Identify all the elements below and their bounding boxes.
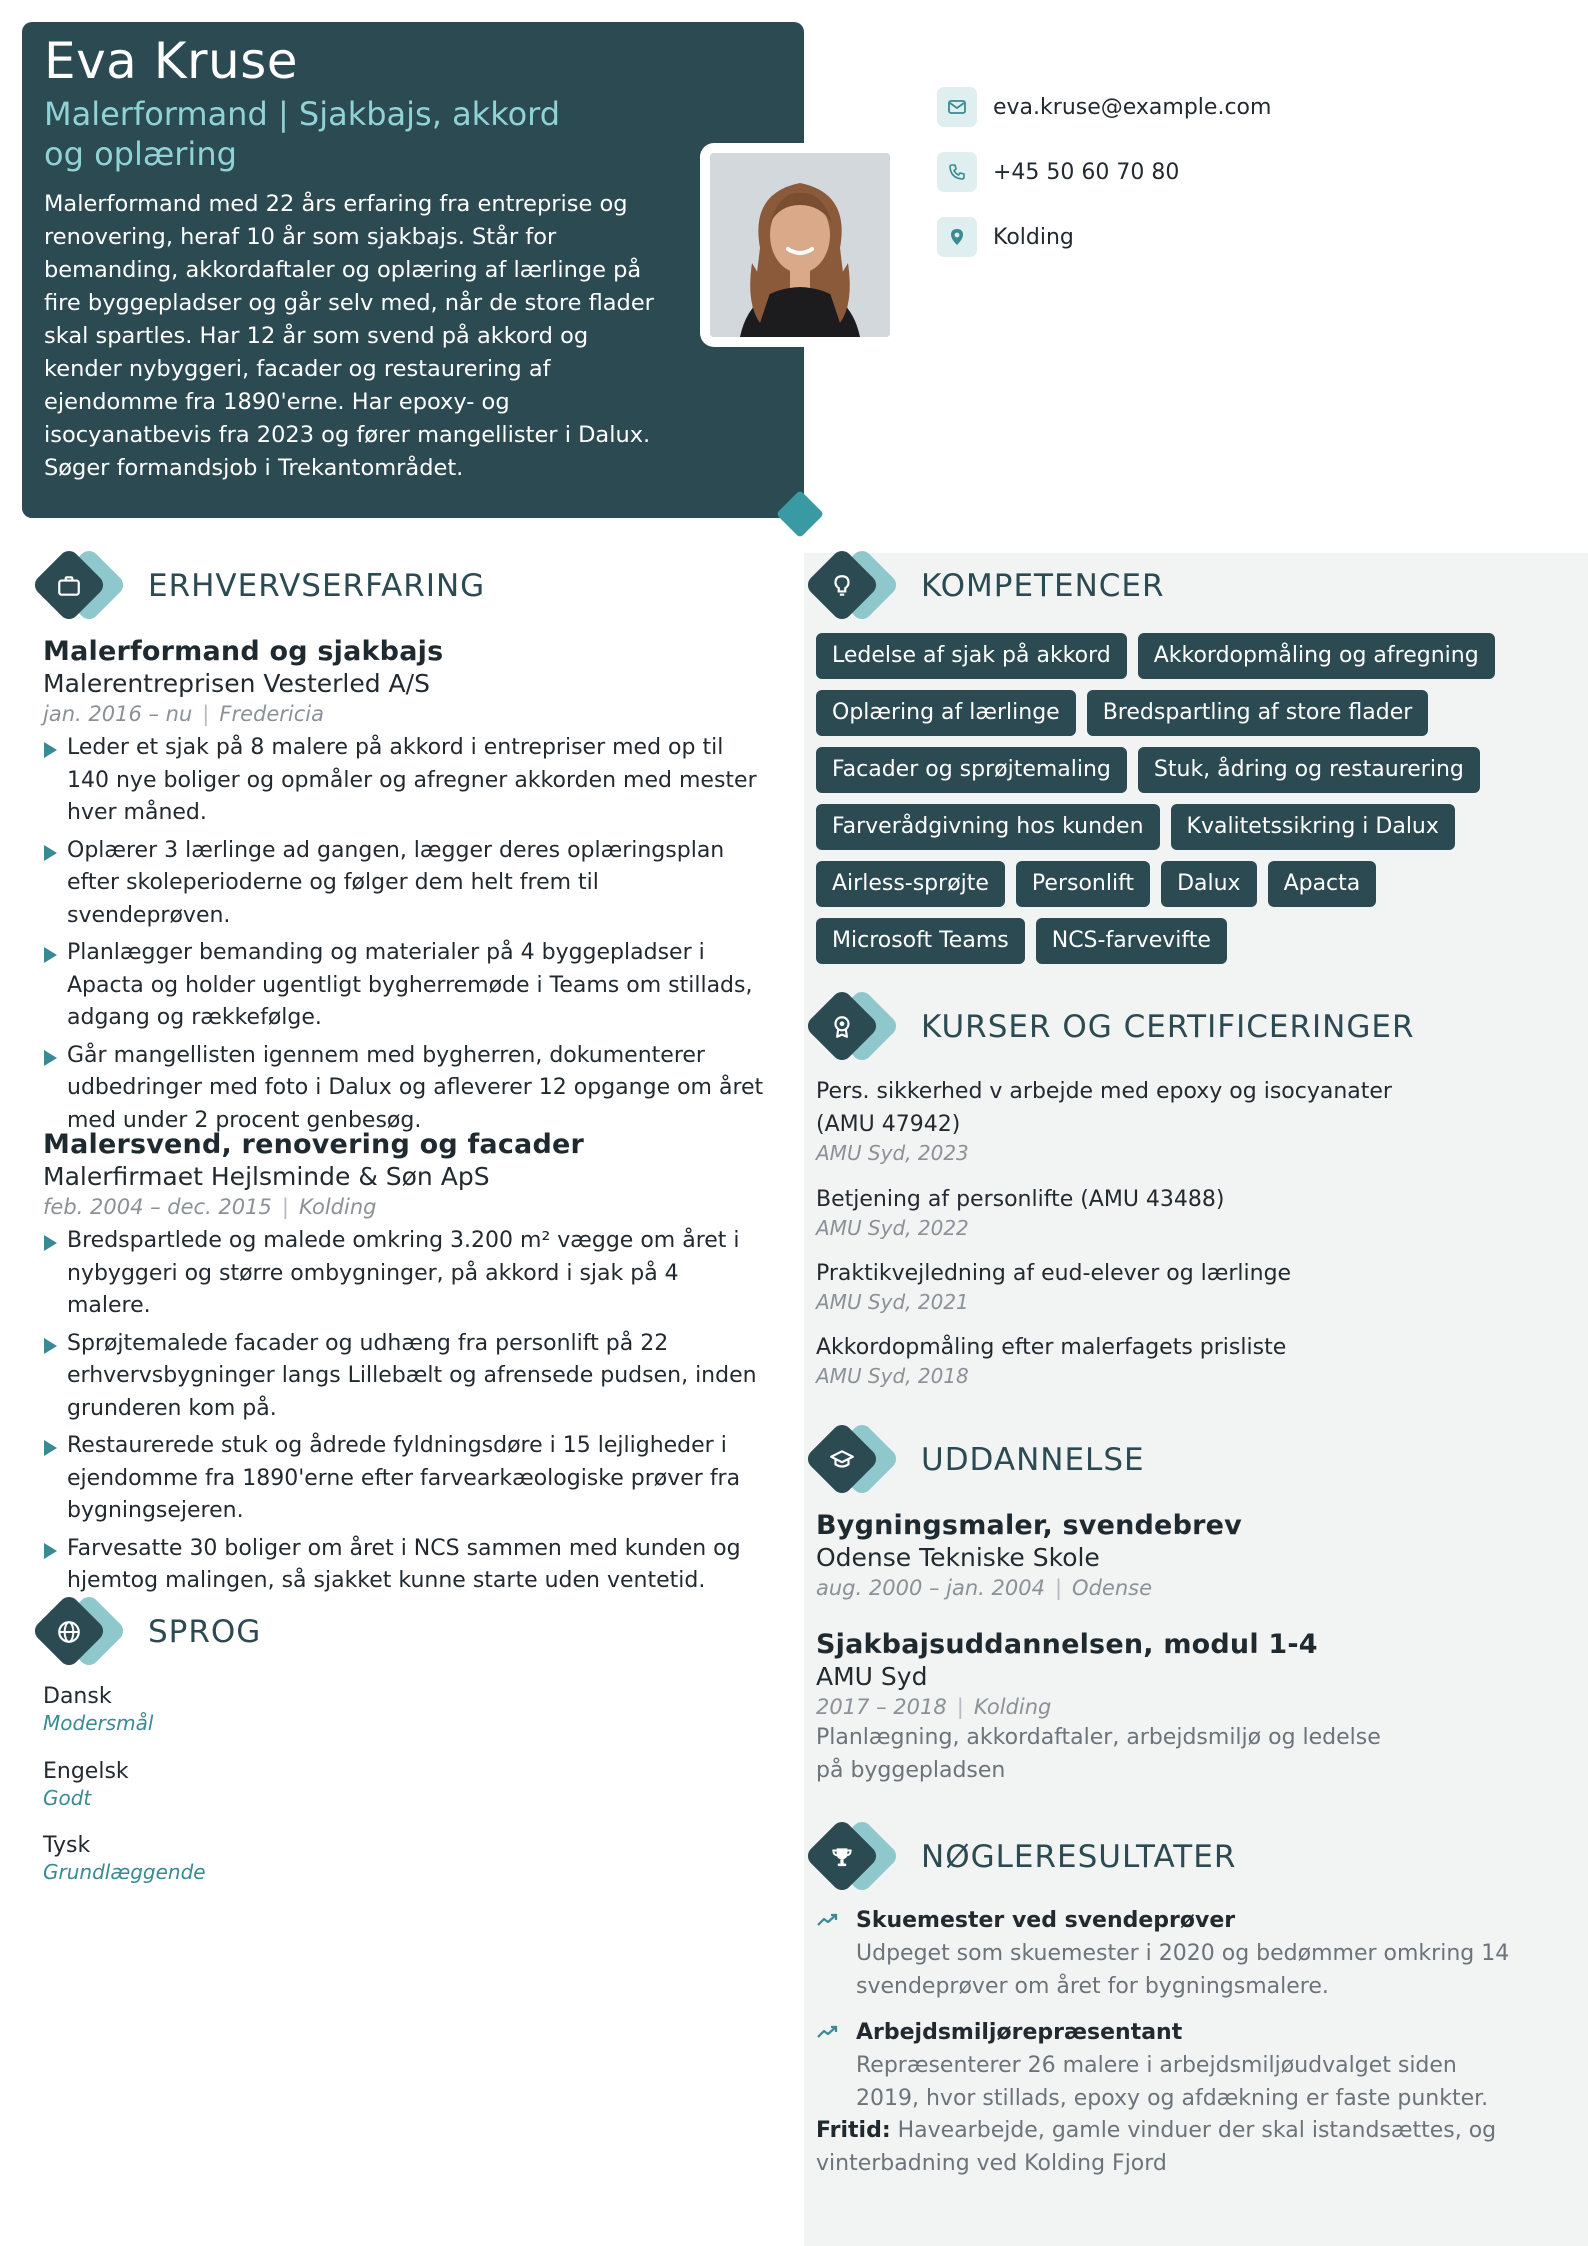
globe-icon: [54, 1617, 84, 1647]
job-title: Malerformand og sjakbajs: [43, 636, 444, 667]
job-bullet: Sprøjtemalede facader og udhæng fra personlift på 22 erhvervsbygninger langs Lillebælt og afrensede pudsen, inden grunderen kom på.: [43, 1328, 768, 1426]
skill-tag: Oplæring af lærlinge: [816, 690, 1076, 736]
section-experience: [30, 550, 485, 622]
language-name: Engelsk: [43, 1759, 129, 1784]
lightbulb-icon: [827, 571, 857, 601]
skill-tag: Stuk, ådring og restaurering: [1138, 747, 1480, 793]
location-pin-icon: [937, 217, 977, 257]
education-location: Kolding: [973, 1695, 1052, 1719]
skill-tag: Apacta: [1268, 861, 1377, 907]
job-meta: jan. 2016 – nu | Fredericia: [43, 702, 324, 726]
education-meta: aug. 2000 – jan. 2004 | Odense: [816, 1576, 1152, 1600]
section-title: KURSER OG CERTIFICERINGER: [921, 1009, 1415, 1045]
education-period: 2017 – 2018: [816, 1695, 947, 1719]
skill-tag: Airless-sprøjte: [816, 861, 1005, 907]
mail-icon: [937, 87, 977, 127]
section-results: [803, 1821, 1236, 1893]
job-entry: [43, 636, 768, 1142]
skill-tag: Ledelse af sjak på akkord: [816, 633, 1127, 679]
trophy-icon: [827, 1842, 857, 1872]
job-location: Kolding: [298, 1195, 377, 1219]
result-description: Repræsenterer 26 malere i arbejdsmiljøudvalget siden 2019, hvor stillads, epoxy og afdækning er faste punkter.: [856, 2053, 1489, 2111]
education-item: [816, 1510, 1536, 1600]
education-period: aug. 2000 – jan. 2004: [816, 1576, 1045, 1600]
skill-tag: NCS-farvevifte: [1036, 918, 1227, 964]
education-school: AMU Syd: [816, 1662, 928, 1691]
award-icon: [827, 1012, 857, 1042]
course-meta: AMU Syd, 2018: [816, 1364, 969, 1388]
section-title: UDDANNELSE: [921, 1442, 1145, 1478]
job-bullets: [43, 732, 768, 1137]
job-title: Malersvend, renovering og facader: [43, 1129, 585, 1160]
education-school: Odense Tekniske Skole: [816, 1543, 1100, 1572]
section-title: NØGLERESULTATER: [921, 1839, 1237, 1875]
job-location: Fredericia: [219, 702, 324, 726]
hobbies-label: Fritid:: [816, 2118, 891, 2143]
job-bullet: Oplærer 3 lærlinge ad gangen, lægger deres oplæringsplan efter skoleperioderne og følger dem helt frem til svendeprøven.: [43, 835, 768, 933]
skill-tag: Kvalitetssikring i Dalux: [1171, 804, 1455, 850]
education-title: Bygningsmaler, svendebrev: [816, 1510, 1242, 1541]
hobbies-text: Havearbejde, gamle vinduer der skal istandsættes, og vinterbadning ved Kolding Fjord: [816, 2118, 1497, 2176]
result-item: [816, 2017, 1516, 2115]
language-level: Modersmål: [43, 1711, 154, 1735]
result-item: [816, 1905, 1516, 2003]
contact-location: [937, 217, 1271, 257]
skill-tag: Microsoft Teams: [816, 918, 1025, 964]
education-item: [816, 1629, 1536, 1787]
course-meta: AMU Syd, 2021: [816, 1290, 969, 1314]
skill-tag: Bredspartling af store flader: [1087, 690, 1429, 736]
course-meta: AMU Syd, 2023: [816, 1141, 969, 1165]
language-item: [43, 1833, 206, 1884]
section-languages: [30, 1596, 261, 1668]
job-bullet: Planlægger bemanding og materialer på 4 byggepladser i Apacta og holder ugentligt bygherremøde i Teams om stillads, adgang og rækkefølge.: [43, 937, 768, 1035]
education-location: Odense: [1072, 1576, 1152, 1600]
header-panel: [22, 22, 804, 518]
course-name: Pers. sikkerhed v arbejde med epoxy og isocyanater (AMU 47942): [816, 1079, 1392, 1137]
course-name: Betjening af personlifte (AMU 43488): [816, 1187, 1225, 1212]
job-company: Malerfirmaet Hejlsminde & Søn ApS: [43, 1162, 490, 1191]
job-period: jan. 2016 – nu: [43, 702, 193, 726]
skill-tag: Akkordopmåling og afregning: [1138, 633, 1495, 679]
section-courses: [803, 991, 1414, 1063]
portrait-illustration: [710, 153, 890, 337]
graduation-cap-icon: [827, 1445, 857, 1475]
contact-email[interactable]: [937, 87, 1271, 127]
briefcase-icon: [54, 571, 84, 601]
section-title: SPROG: [148, 1614, 262, 1650]
trending-up-icon: [816, 1905, 856, 1937]
job-bullet: Bredspartlede og malede omkring 3.200 m² vægge om året i nybyggeri og større ombygninger, på akkord i sjak på 4 malere.: [43, 1225, 768, 1323]
job-bullet: Leder et sjak på 8 malere på akkord i entrepriser med op til 140 nye boliger og opmåler og afregner akkorden med mester hver måned.: [43, 732, 768, 830]
course-item: [816, 1075, 1536, 1165]
result-title: Arbejdsmiljørepræsentant: [856, 2020, 1183, 2045]
job-company: Malerentreprisen Vesterled A/S: [43, 669, 430, 698]
education-description: Planlægning, akkordaftaler, arbejdsmiljø og ledelse på byggepladsen: [816, 1725, 1381, 1783]
profile-photo: [710, 153, 890, 337]
result-title: Skuemester ved svendeprøver: [856, 1908, 1236, 1933]
course-name: Akkordopmåling efter malerfagets prisliste: [816, 1335, 1287, 1360]
section-title: KOMPETENCER: [921, 568, 1165, 604]
trending-up-icon: [816, 2017, 856, 2049]
course-item: [816, 1183, 1536, 1240]
course-item: [816, 1331, 1536, 1388]
skill-tag: Dalux: [1161, 861, 1257, 907]
candidate-name: Eva Kruse: [44, 32, 299, 90]
result-description: Udpeget som skuemester i 2020 og bedømmer omkring 14 svendeprøver om året for bygningsmalere.: [856, 1941, 1510, 1999]
email-text: eva.kruse@example.com: [993, 94, 1272, 120]
job-bullet: Farvesatte 30 boliger om året i NCS sammen med kunden og hjemtog malingen, så sjakket kunne starte uden ventetid.: [43, 1533, 768, 1598]
language-item: [43, 1759, 129, 1810]
skill-tag: Farverådgivning hos kunden: [816, 804, 1160, 850]
headline: Malerformand | Sjakbajs, akkord og oplæring: [44, 95, 561, 173]
section-education: [803, 1424, 1145, 1496]
job-bullet: Går mangellisten igennem med bygherren, dokumenterer udbedringer med foto i Dalux og afleverer 12 opgange om året med under 2 procent genbesøg.: [43, 1040, 768, 1138]
job-meta: feb. 2004 – dec. 2015 | Kolding: [43, 1195, 377, 1219]
job-entry: [43, 1129, 768, 1603]
location-text: Kolding: [993, 224, 1074, 250]
language-level: Godt: [43, 1786, 92, 1810]
hobbies: [816, 2114, 1516, 2180]
course-name: Praktikvejledning af eud-elever og lærlinge: [816, 1261, 1292, 1286]
language-name: Dansk: [43, 1684, 112, 1709]
language-level: Grundlæggende: [43, 1860, 206, 1884]
phone-icon: [937, 152, 977, 192]
contact-phone[interactable]: [937, 152, 1271, 192]
profile-photo-frame: [700, 143, 900, 347]
skill-tag: Facader og sprøjtemaling: [816, 747, 1127, 793]
course-meta: AMU Syd, 2022: [816, 1216, 969, 1240]
job-period: feb. 2004 – dec. 2015: [43, 1195, 272, 1219]
skills-list: [816, 633, 1556, 964]
section-skills: [803, 550, 1165, 622]
language-item: [43, 1684, 153, 1735]
course-item: [816, 1257, 1536, 1314]
job-bullets: [43, 1225, 768, 1598]
education-meta: 2017 – 2018 | Kolding: [816, 1695, 1052, 1719]
language-name: Tysk: [43, 1833, 91, 1858]
skill-tag: Personlift: [1016, 861, 1150, 907]
contact-block: [937, 87, 1271, 282]
education-title: Sjakbajsuddannelsen, modul 1-4: [816, 1629, 1318, 1660]
section-title: ERHVERVSERFARING: [148, 568, 486, 604]
job-bullet: Restaurerede stuk og ådrede fyldningsdøre i 15 lejligheder i ejendomme fra 1890'erne efter farvearkæologiske prøver fra bygningsejeren.: [43, 1430, 768, 1528]
phone-text: +45 50 60 70 80: [993, 159, 1180, 185]
profile-summary: Malerformand med 22 års erfaring fra entreprise og renovering, heraf 10 år som sjakbajs. Står for bemanding, akkordaftaler og oplæring af lærlinge på fire byggepladser og går selv med, når de store flader skal spartles. Har 12 år som svend på akkord og kender nybyggeri, facader og restaurering af ejendomme fra 1890'erne. Har epoxy- og isocyanatbevis fra 2023 og fører mangellister i Dalux. Søger formandsjob i Trekantområdet.: [44, 191, 654, 481]
